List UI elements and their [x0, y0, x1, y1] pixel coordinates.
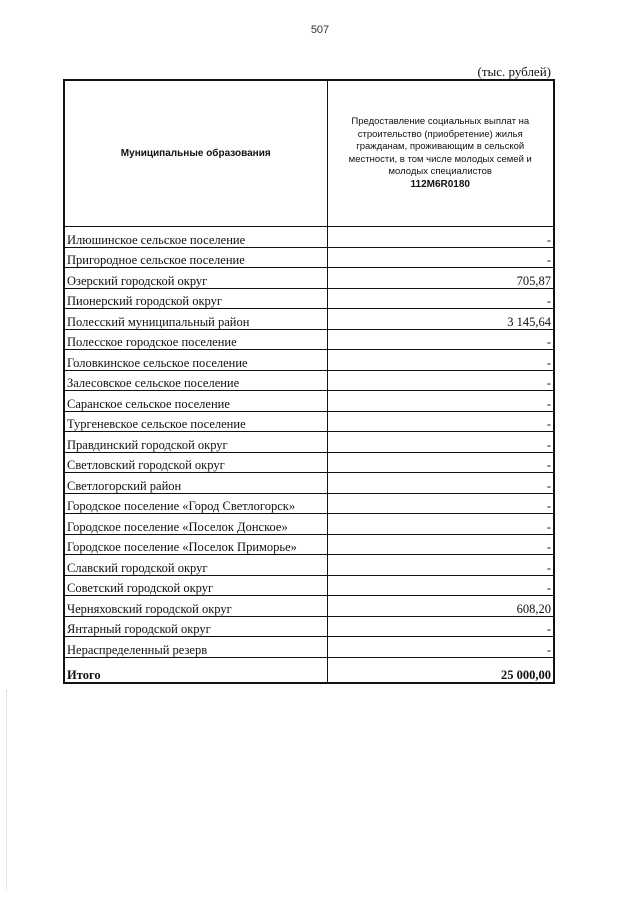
table-row	[64, 493, 554, 514]
row-name: Славский городской округ	[64, 555, 327, 576]
row-value: 3 145,64	[327, 309, 554, 330]
row-name: Светловский городской округ	[64, 452, 327, 473]
row-value: -	[327, 514, 554, 535]
row-value: -	[327, 329, 554, 350]
table-row	[64, 350, 554, 371]
row-name: Головкинское сельское поселение	[64, 350, 327, 371]
table-row	[64, 616, 554, 637]
row-name: Городское поселение «Поселок Приморье»	[64, 534, 327, 555]
row-value: -	[327, 493, 554, 514]
row-name: Тургеневское сельское поселение	[64, 411, 327, 432]
row-name: Городское поселение «Город Светлогорск»	[64, 493, 327, 514]
table-row	[64, 288, 554, 309]
row-value: -	[327, 452, 554, 473]
row-value: -	[327, 247, 554, 268]
table-row	[64, 411, 554, 432]
row-name: Советский городской округ	[64, 575, 327, 596]
table-row	[64, 473, 554, 494]
row-name: Черняховский городской округ	[64, 596, 327, 617]
table-row	[64, 370, 554, 391]
row-value: -	[327, 288, 554, 309]
row-value: -	[327, 637, 554, 658]
row-value: -	[327, 473, 554, 494]
row-name: Нераспределенный резерв	[64, 637, 327, 658]
table-row	[64, 452, 554, 473]
total-row	[64, 657, 554, 683]
row-name: Пригородное сельское поселение	[64, 247, 327, 268]
row-value: 608,20	[327, 596, 554, 617]
row-value: -	[327, 227, 554, 248]
table-row	[64, 329, 554, 350]
header-payments	[327, 80, 554, 227]
row-name: Залесовское сельское поселение	[64, 370, 327, 391]
budget-table	[63, 79, 555, 684]
row-value: -	[327, 534, 554, 555]
table-row	[64, 227, 554, 248]
table-row	[64, 432, 554, 453]
header-payments-text: Предоставление социальных выплат на строительство (приобретение) жилья гражданам, проживающим в сельской местности, в том числе молодых семей и молодых специалистов	[348, 116, 532, 177]
table-row	[64, 555, 554, 576]
row-name: Озерский городской округ	[64, 268, 327, 289]
row-name: Полесское городское поселение	[64, 329, 327, 350]
row-name: Правдинский городской округ	[64, 432, 327, 453]
table-row	[64, 534, 554, 555]
units-label: (тыс. рублей)	[477, 64, 551, 79]
row-name: Илюшинское сельское поселение	[64, 227, 327, 248]
row-name: Пионерский городской округ	[64, 288, 327, 309]
table-row	[64, 268, 554, 289]
row-value: -	[327, 575, 554, 596]
table-row	[64, 514, 554, 535]
margin-scan-marks	[6, 690, 8, 890]
row-name: Янтарный городской округ	[64, 616, 327, 637]
row-value: -	[327, 555, 554, 576]
table-row	[64, 309, 554, 330]
table-row	[64, 575, 554, 596]
total-value: 25 000,00	[327, 657, 554, 683]
row-name: Городское поселение «Поселок Донское»	[64, 514, 327, 535]
row-value: -	[327, 616, 554, 637]
header-payments-code: 112M6R0180	[410, 178, 470, 190]
table-row	[64, 637, 554, 658]
row-value: -	[327, 432, 554, 453]
row-name: Саранское сельское поселение	[64, 391, 327, 412]
row-name: Полесский муниципальный район	[64, 309, 327, 330]
total-label: Итого	[64, 657, 327, 683]
table-body	[64, 227, 554, 658]
row-value: -	[327, 370, 554, 391]
page-number: 507	[310, 24, 330, 36]
row-name: Светлогорский район	[64, 473, 327, 494]
row-value: 705,87	[327, 268, 554, 289]
table-row	[64, 391, 554, 412]
row-value: -	[327, 411, 554, 432]
row-value: -	[327, 391, 554, 412]
table-row	[64, 247, 554, 268]
table-header-row	[64, 80, 554, 227]
row-value: -	[327, 350, 554, 371]
header-municipalities: Муниципальные образования	[64, 80, 327, 227]
table-row	[64, 596, 554, 617]
